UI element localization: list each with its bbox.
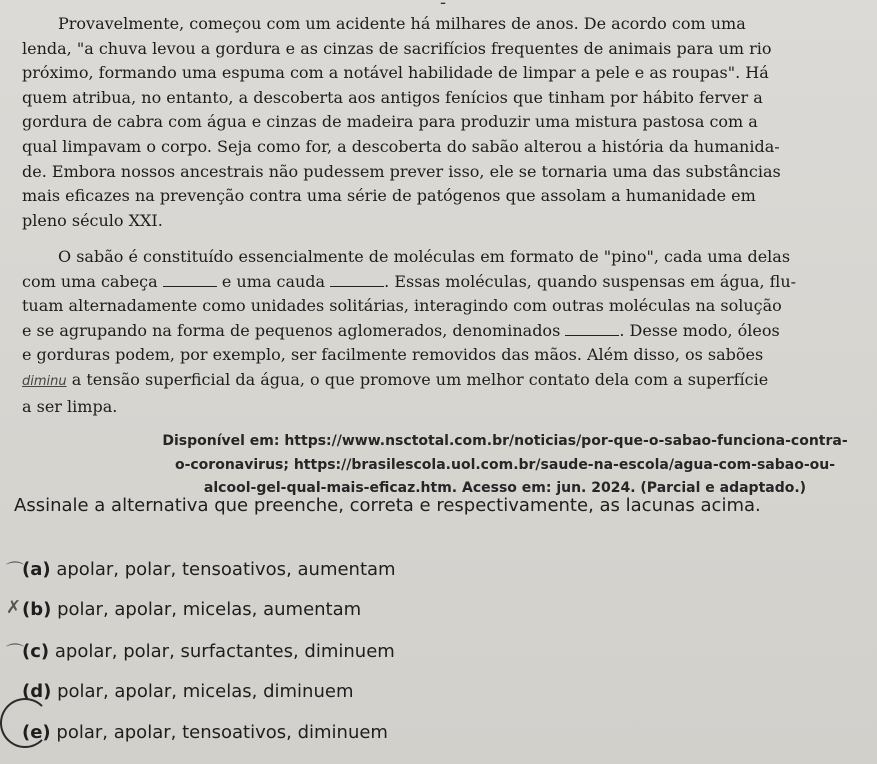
paragraph-1	[22, 12, 822, 233]
text-fragment: a tensão superficial da água, o que promove um melhor contato dela com a superfície	[66, 369, 769, 389]
option-d[interactable]	[22, 681, 353, 702]
source-line: Disponível em: https://www.nsctotal.com.br/noticias/por-que-o-sabao-funciona-contra-	[162, 433, 848, 449]
paragraph-1-line: qual limpavam o corpo. Seja como for, a descoberta do sabão alterou a história da humanida-	[22, 136, 780, 156]
text-fragment: . Essas moléculas, quando suspensas em água, flu-	[384, 271, 797, 291]
paragraph-1-line: próximo, formando uma espuma com a notável habilidade de limpar a pele e as roupas". Há	[22, 63, 769, 83]
option-e[interactable]	[22, 722, 388, 743]
option-text: apolar, polar, surfactantes, diminuem	[54, 641, 395, 662]
option-text: polar, apolar, micelas, diminuem	[57, 681, 354, 702]
paragraph-2-line	[22, 368, 822, 395]
blank-3	[565, 321, 619, 336]
paragraph-1-line: mais eficazes na prevenção contra uma série de patógenos que assolam a humanidade em	[22, 186, 756, 206]
selected-circle-icon	[0, 698, 50, 748]
paragraph-2-line: O sabão é constituído essencialmente de moléculas em formato de "pino", cada uma delas	[58, 247, 791, 266]
paragraph-2-line: a ser limpa.	[22, 396, 118, 416]
question-prompt: Assinale a alternativa que preenche, correta e respectivamente, as lacunas acima.	[14, 495, 761, 516]
source-citation	[160, 430, 850, 501]
paragraph-2-line	[22, 270, 822, 295]
option-letter: (e)	[22, 722, 51, 743]
option-letter: (c)	[22, 641, 50, 662]
paragraph-1-line: quem atribua, no entanto, a descoberta aos antigos fenícios que tinham por hábito ferver a	[22, 87, 763, 107]
option-b[interactable]	[6, 597, 362, 620]
blank-1	[163, 272, 217, 287]
paragraph-2	[22, 245, 822, 419]
pencil-mark-icon: ⌒	[6, 643, 24, 664]
pencil-mark-icon: ⌒	[6, 561, 24, 582]
paragraph-2-line: tuam alternadamente como unidades solitárias, interagindo com outras moléculas na solução	[22, 296, 782, 316]
text-fragment: e se agrupando na forma de pequenos aglomerados, denominados	[22, 320, 566, 340]
option-letter: (a)	[22, 559, 51, 580]
option-a[interactable]	[6, 559, 396, 582]
option-letter: (b)	[22, 599, 52, 620]
paragraph-1-line: pleno século XXI.	[22, 210, 163, 230]
source-line: o-coronavirus; https://brasilescola.uol.com.br/saude-na-escola/agua-com-sabao-ou-	[174, 456, 836, 473]
option-text: apolar, polar, tensoativos, aumentam	[56, 559, 396, 580]
text-fragment: com uma cabeça	[22, 271, 163, 291]
option-text: polar, apolar, micelas, aumentam	[57, 599, 362, 620]
paragraph-2-line	[22, 319, 822, 344]
source-line: alcool-gel-qual-mais-eficaz.htm. Acesso em: jun. 2024. (Parcial e adaptado.)	[203, 480, 807, 496]
text-fragment: e uma cauda	[216, 271, 331, 291]
paragraph-1-line: de. Embora nossos ancestrais não pudessem prever isso, ele se tornaria uma das substâncias	[22, 161, 781, 181]
pencil-mark-icon: ✗	[6, 597, 22, 618]
paragraph-1-line: lenda, "a chuva levou a gordura e as cinzas de sacrifícios frequentes de animais para um rio	[22, 38, 772, 58]
option-text: polar, apolar, tensoativos, diminuem	[56, 722, 388, 743]
paragraph-1-line: Provavelmente, começou com um acidente há milhares de anos. De acordo com uma	[58, 14, 746, 33]
cropped-header-text: -	[440, 0, 447, 13]
text-fragment: . Desse modo, óleos	[619, 320, 780, 340]
blank-2	[330, 272, 384, 287]
paragraph-1-line: gordura de cabra com água e cinzas de madeira para produzir uma mistura pastosa com a	[22, 112, 758, 132]
paragraph-2-line: e gorduras podem, por exemplo, ser facilmente removidos das mãos. Além disso, os sabões	[22, 345, 764, 365]
handwritten-note: diminu	[22, 373, 67, 389]
option-c[interactable]	[6, 641, 395, 664]
option-letter: (d)	[22, 681, 52, 702]
